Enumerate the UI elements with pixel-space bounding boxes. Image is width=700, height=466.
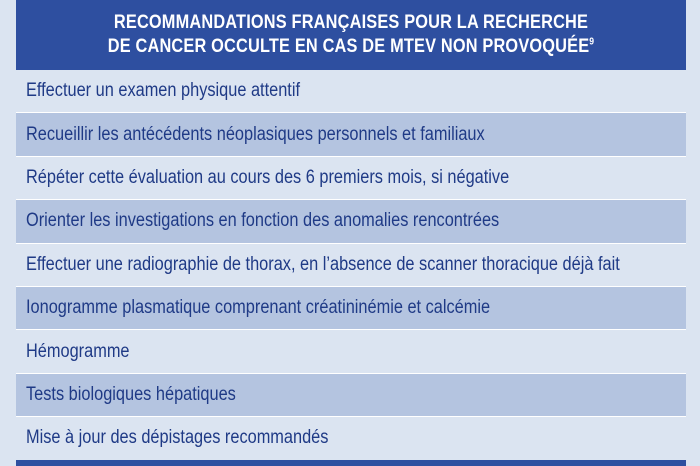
table-row [16,330,686,373]
row-text: Mise à jour des dépistages recommandés [26,427,329,449]
table-row [16,113,686,156]
row-text: Orienter les investigations en fonction des anomalies rencontrées [26,210,500,232]
table-row [16,157,686,200]
header-title-line2-wrap [63,35,639,59]
row-text: Effectuer une radiographie de thorax, en l’absence de scanner thoracique déjà fait [26,253,620,275]
recommendations-table [16,0,686,466]
table-row [16,244,686,287]
header-footnote: 9 [589,36,595,48]
table-row [16,200,686,243]
header-title-line1: RECOMMANDATIONS FRANÇAISES POUR LA RECHERCHE [113,12,589,33]
row-text: Recueillir les antécédents néoplasiques personnels et familiaux [26,123,485,145]
table-row [16,417,686,460]
table-row [16,287,686,330]
row-text: Hémogramme [26,340,130,362]
table-body [16,70,686,461]
table-row [16,374,686,417]
row-text: Tests biologiques hépatiques [26,383,236,405]
bottom-border [16,460,686,466]
row-text: Ionogramme plasmatique comprenant créatininémie et calcémie [26,297,491,319]
table-row [16,70,686,113]
header-title-line2: DE CANCER OCCULTE EN CAS DE MTEV NON PROVOQUÉE [107,36,590,57]
row-text: Effectuer un examen physique attentif [26,80,301,102]
table-header [16,0,686,70]
row-text: Répéter cette évaluation au cours des 6 premiers mois, si négative [26,166,510,188]
